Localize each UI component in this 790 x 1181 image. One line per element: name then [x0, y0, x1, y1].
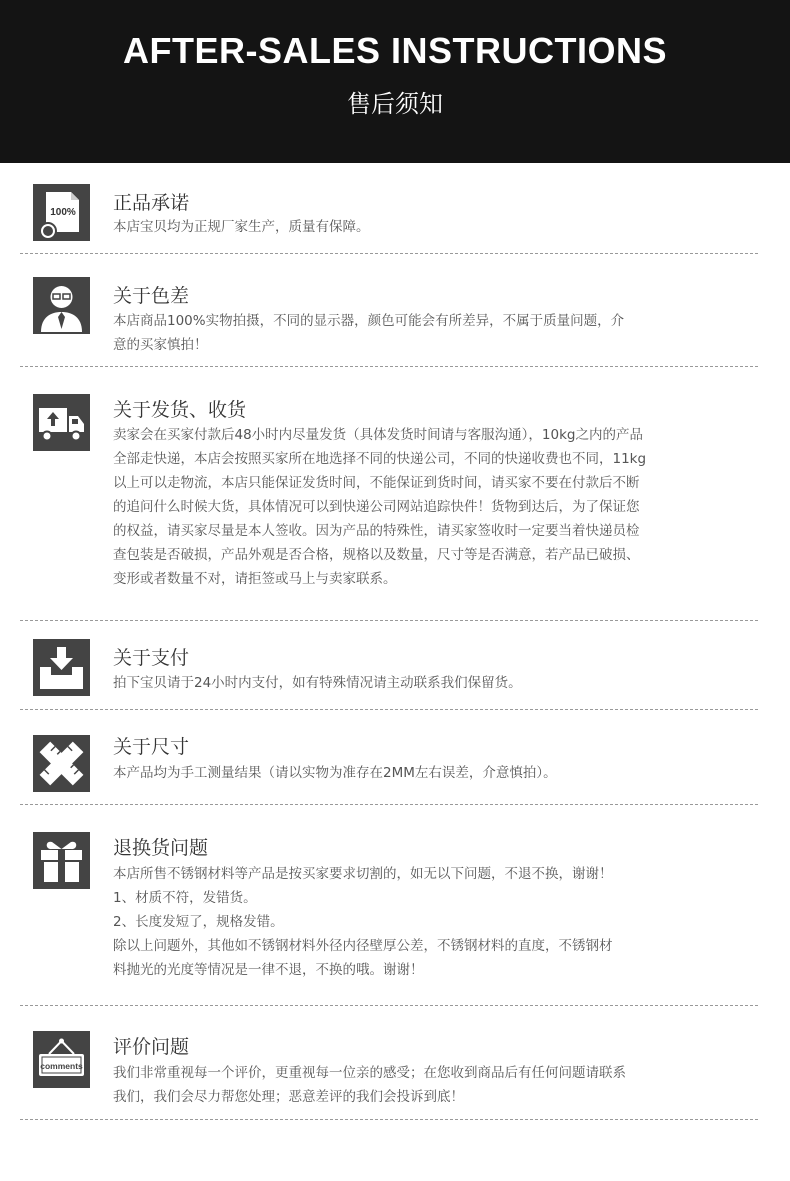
section-body-shipping: 卖家会在买家付款后48小时内尽量发货（具体发货时间请与客服沟通），10kg之内的产品 全部走快递，本店会按照买家所在地选择不同的快递公司，不同的快递收费也不同，11kg 以上可以走物流，本店只能保证发货时间，不能保证到货时间，请买家不要在付款后不断 的追问什么时候大货，具体情况可以到快递公司网站追踪快件！货物到达后，为了保证您 的权益，请买家尽量是本人签收。因为产品的特殊性，请买家签收时一定要当着快递员检 查包装是否破损，产品外观是否合格，规格以及数量，尺寸等是否满意，若产品已破损、 变形或者数量不对，请拒签或马上与卖家联系。 [113, 427, 647, 587]
divider [20, 1119, 758, 1120]
divider [20, 1005, 758, 1006]
gift-box-icon [33, 832, 90, 889]
download-inbox-icon [33, 639, 90, 696]
certificate-100-icon [33, 184, 90, 241]
header-banner [0, 0, 790, 163]
header-title: AFTER-SALES INSTRUCTIONS [122, 30, 667, 71]
section-body-reviews: 我们非常重视每一个评价，更重视每一位亲的感受；在您收到商品后有任何问题请联系 我们，我们会尽力帮您处理；恶意差评的我们会投诉到底！ [113, 1065, 626, 1105]
divider [20, 709, 758, 710]
section-title-authentic: 正品承诺 [113, 192, 190, 214]
divider [20, 253, 758, 254]
section-title-reviews: 评价问题 [113, 1036, 190, 1058]
delivery-truck-icon [33, 394, 90, 451]
divider [20, 366, 758, 367]
section-title-shipping: 关于发货、收货 [113, 399, 247, 421]
certificate-text: 100% [50, 207, 76, 218]
section-title-payment: 关于支付 [113, 647, 190, 669]
section-title-color: 关于色差 [113, 285, 190, 307]
divider [20, 620, 758, 621]
header-subtitle: 售后须知 [347, 90, 443, 118]
section-title-size: 关于尺寸 [113, 736, 190, 758]
section-body-payment: 拍下宝贝请于24小时内支付，如有特殊情况请主动联系我们保留货。 [113, 675, 522, 691]
section-body-authentic: 本店宝贝均为正规厂家生产，质量有保障。 [113, 219, 370, 235]
comments-sign-text: comments [40, 1061, 83, 1071]
divider [20, 804, 758, 805]
comments-sign-icon [33, 1031, 90, 1088]
section-title-returns: 退换货问题 [113, 837, 209, 859]
section-body-color: 本店商品100%实物拍摄，不同的显示器，颜色可能会有所差异，不属于质量问题，介 意的买家慎拍！ [113, 313, 625, 353]
section-body-size: 本产品均为手工测量结果（请以实物为准存在2MM左右误差，介意慎拍）。 [113, 765, 557, 781]
section-body-returns: 本店所售不锈钢材料等产品是按买家要求切割的，如无以下问题，不退不换，谢谢！ 1、材质不符，发错货。 2、长度发短了，规格发错。 除以上问题外，其他如不锈钢材料外径内径壁厚公差，不锈钢材料的直度，不锈钢材 料抛光的光度等情况是一律不退，不换的哦。谢谢！ [113, 866, 613, 978]
person-glasses-icon [33, 277, 90, 334]
ruler-cross-icon [33, 735, 90, 792]
